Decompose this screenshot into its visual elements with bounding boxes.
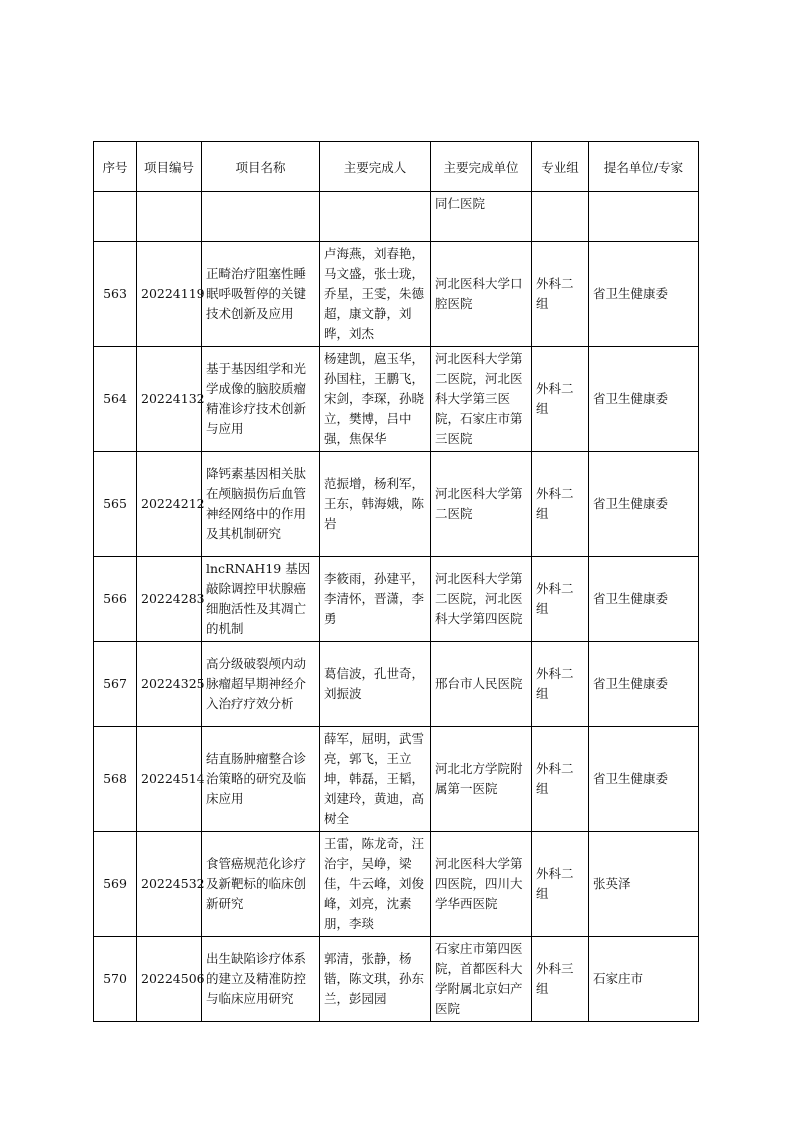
cell-unit: 石家庄市第四医院，首都医科大学附属北京妇产医院 xyxy=(431,937,532,1022)
cell-no: 563 xyxy=(94,242,137,347)
cell-people: 范振增，杨利军，王东，韩海娥，陈岩 xyxy=(320,452,431,557)
cell-no: 565 xyxy=(94,452,137,557)
cell-nominator: 省卫生健康委 xyxy=(589,347,699,452)
cell-name: 食管癌规范化诊疗及新靶标的临床创新研究 xyxy=(202,832,320,937)
cell-unit: 邢台市人民医院 xyxy=(431,642,532,727)
cell-people: 李筱雨，孙建平，李清怀，晋潇，李勇 xyxy=(320,557,431,642)
cell-people: 薛军，屈明，武雪亮，郭飞，王立坤，韩磊，王韬，刘建玲，黄迪，高树全 xyxy=(320,727,431,832)
cell-nominator: 张英泽 xyxy=(589,832,699,937)
cell-unit: 河北医科大学第二医院，河北医科大学第四医院 xyxy=(431,557,532,642)
table-row xyxy=(94,192,699,242)
table-header-row xyxy=(94,142,699,192)
header-name: 项目名称 xyxy=(202,142,320,192)
cell-code: 20224283 xyxy=(137,557,202,642)
cell-unit: 河北医科大学口腔医院 xyxy=(431,242,532,347)
header-unit: 主要完成单位 xyxy=(431,142,532,192)
cell-name xyxy=(202,192,320,242)
cell-no: 569 xyxy=(94,832,137,937)
cell-people: 葛信波，孔世奇，刘振波 xyxy=(320,642,431,727)
cell-nominator: 省卫生健康委 xyxy=(589,727,699,832)
header-nominator: 提名单位/专家 xyxy=(589,142,699,192)
cell-name: lncRNAH19 基因敲除调控甲状腺癌细胞活性及其凋亡的机制 xyxy=(202,557,320,642)
cell-unit: 河北北方学院附属第一医院 xyxy=(431,727,532,832)
table-row xyxy=(94,242,699,347)
cell-name: 高分级破裂颅内动脉瘤超早期神经介入治疗疗效分析 xyxy=(202,642,320,727)
cell-group: 外科二组 xyxy=(532,347,589,452)
cell-group: 外科二组 xyxy=(532,557,589,642)
cell-group: 外科二组 xyxy=(532,727,589,832)
cell-group: 外科二组 xyxy=(532,832,589,937)
cell-people xyxy=(320,192,431,242)
cell-code: 20224532 xyxy=(137,832,202,937)
cell-nominator xyxy=(589,192,699,242)
cell-code: 20224506 xyxy=(137,937,202,1022)
cell-group: 外科二组 xyxy=(532,642,589,727)
header-code: 项目编号 xyxy=(137,142,202,192)
cell-code: 20224132 xyxy=(137,347,202,452)
cell-unit: 河北医科大学第二医院 xyxy=(431,452,532,557)
cell-people: 郭清，张静，杨锴，陈文琪，孙东兰，彭园园 xyxy=(320,937,431,1022)
cell-nominator: 石家庄市 xyxy=(589,937,699,1022)
cell-code: 20224514 xyxy=(137,727,202,832)
cell-unit: 河北医科大学第四医院，四川大学华西医院 xyxy=(431,832,532,937)
cell-unit: 河北医科大学第二医院，河北医科大学第三医院，石家庄市第三医院 xyxy=(431,347,532,452)
cell-name: 降钙素基因相关肽在颅脑损伤后血管神经网络中的作用及其机制研究 xyxy=(202,452,320,557)
cell-no: 566 xyxy=(94,557,137,642)
cell-code: 20224212 xyxy=(137,452,202,557)
cell-nominator: 省卫生健康委 xyxy=(589,242,699,347)
cell-nominator: 省卫生健康委 xyxy=(589,642,699,727)
table-row xyxy=(94,347,699,452)
cell-people: 王雷，陈龙奇，汪治宇，吴峥，梁佳，牛云峰，刘俊峰，刘亮，沈素朋，李琰 xyxy=(320,832,431,937)
cell-group: 外科二组 xyxy=(532,452,589,557)
table-row xyxy=(94,727,699,832)
cell-code xyxy=(137,192,202,242)
cell-unit: 同仁医院 xyxy=(431,192,532,242)
cell-group: 外科二组 xyxy=(532,242,589,347)
cell-no xyxy=(94,192,137,242)
cell-code: 20224325 xyxy=(137,642,202,727)
table-row xyxy=(94,642,699,727)
table-row xyxy=(94,452,699,557)
header-group: 专业组 xyxy=(532,142,589,192)
cell-name: 结直肠肿瘤整合诊治策略的研究及临床应用 xyxy=(202,727,320,832)
cell-nominator: 省卫生健康委 xyxy=(589,557,699,642)
cell-no: 564 xyxy=(94,347,137,452)
header-no: 序号 xyxy=(94,142,137,192)
table-row xyxy=(94,557,699,642)
cell-people: 卢海燕，刘春艳，马文盛，张士珑，乔星，王雯，朱德超，康文静，刘晔，刘杰 xyxy=(320,242,431,347)
cell-name: 正畸治疗阻塞性睡眠呼吸暂停的关键技术创新及应用 xyxy=(202,242,320,347)
cell-code: 20224119 xyxy=(137,242,202,347)
cell-nominator: 省卫生健康委 xyxy=(589,452,699,557)
cell-group: 外科三组 xyxy=(532,937,589,1022)
table-row xyxy=(94,832,699,937)
cell-no: 568 xyxy=(94,727,137,832)
cell-name: 基于基因组学和光学成像的脑胶质瘤精准诊疗技术创新与应用 xyxy=(202,347,320,452)
cell-name: 出生缺陷诊疗体系的建立及精准防控与临床应用研究 xyxy=(202,937,320,1022)
cell-no: 567 xyxy=(94,642,137,727)
table-row xyxy=(94,937,699,1022)
awards-table xyxy=(93,141,699,1022)
cell-no: 570 xyxy=(94,937,137,1022)
cell-group xyxy=(532,192,589,242)
cell-people: 杨建凯，扈玉华，孙国柱，王鹏飞，宋剑，李琛，孙晓立，樊博，吕中强，焦保华 xyxy=(320,347,431,452)
header-people: 主要完成人 xyxy=(320,142,431,192)
